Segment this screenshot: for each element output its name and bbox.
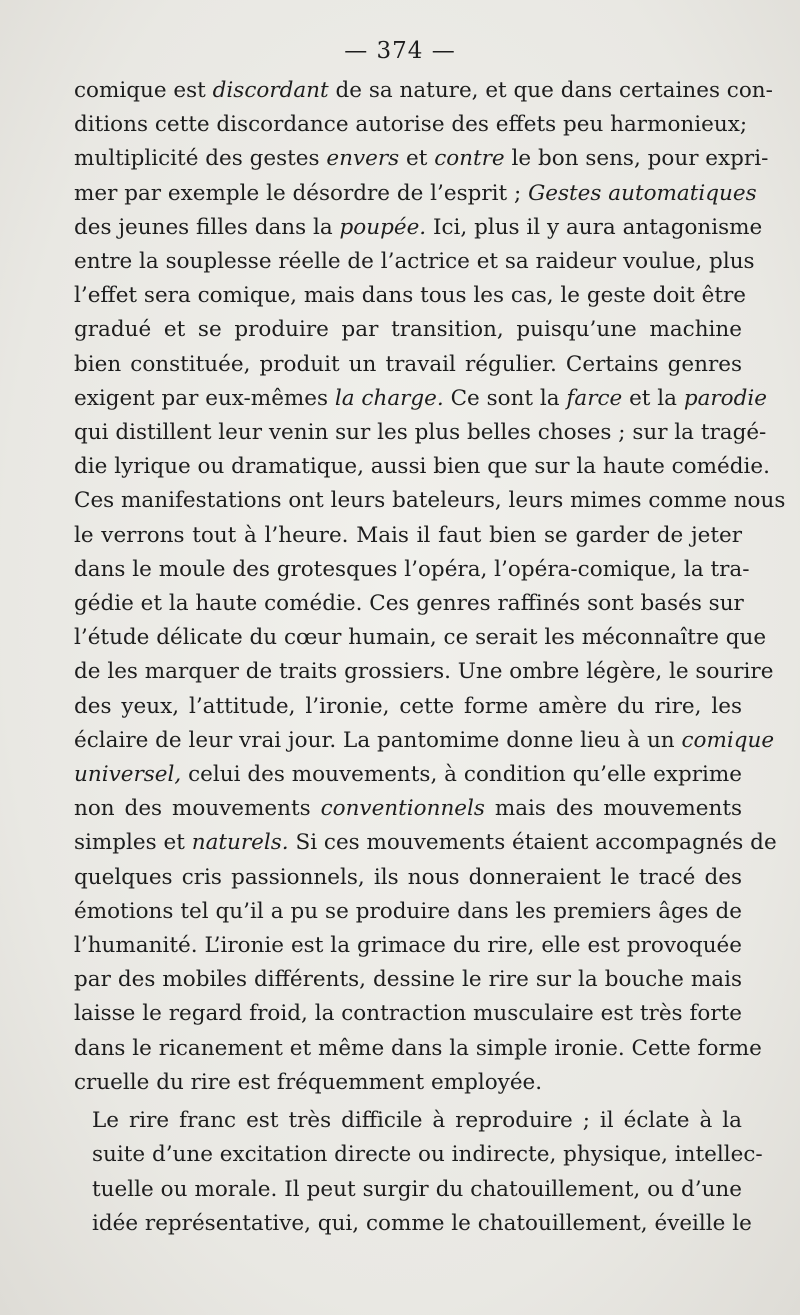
italic-text: naturels. [191,830,289,856]
text-segment: par des mobiles différents, dessine le rire sur la bouche mais [74,967,742,993]
text-line [74,484,786,518]
text-line [74,826,777,860]
text-segment: gédie et la haute comédie. Ces genres raffinés sont basés sur [74,591,744,617]
text-segment: Si ces mouvements étaient accompagnés de [288,830,777,856]
italic-text: la charge. [334,385,444,411]
text-line [74,1032,762,1066]
text-segment: die lyrique ou dramatique, aussi bien que sur la haute comédie. [74,454,770,480]
text-line [74,1138,763,1172]
text-segment: dans le ricanement et même dans la simple ironie. Cette forme [74,1035,762,1061]
text-segment: suite d’une excitation directe ou indirecte, physique, intellec- [92,1142,763,1168]
paragraph [74,1104,763,1241]
text-segment: l’humanité. L’ironie est la grimace du rire, elle est provoquée [74,933,742,959]
text-segment: émotions tel qu’il a pu se produire dans les premiers âges de [74,898,742,924]
text-line [74,997,742,1031]
text-line [74,108,748,142]
text-line [74,348,742,382]
italic-text: universel, [74,762,182,788]
text-segment: exigent par eux-mêmes [74,385,335,411]
text-segment: tuelle ou morale. Il peut surgir du chatouillement, ou d’une [92,1176,742,1202]
text-line [74,382,767,416]
paragraph [74,74,786,1100]
text-segment: gradué et se produire par transition, puisqu’une machine [74,317,742,343]
text-line [74,142,769,176]
text-segment: celui des mouvements, à condition qu’elle exprime [181,762,742,788]
italic-text: poupée. [339,214,427,240]
text-segment: bien constituée, produit un travail régulier. Certains genres [74,351,742,377]
text-segment: mais des mouvements [484,796,742,822]
text-line [74,519,742,553]
text-segment: l’effet sera comique, mais dans tous les cas, le geste doit être [74,283,746,309]
text-segment: idée représentative, qui, comme le chatouillement, éveille le [92,1210,752,1236]
italic-text: parodie [683,385,767,411]
text-line [74,1066,742,1100]
text-segment: Ici, plus il y aura antagonisme [426,214,763,240]
text-segment: multiplicité des gestes [74,146,327,172]
text-line [74,245,755,279]
text-line [74,861,742,895]
body-text [74,74,786,1241]
text-line [74,1173,742,1207]
text-segment: entre la souplesse réelle de l’actrice et sa raideur voulue, plus [74,249,755,275]
text-segment: des jeunes filles dans la [74,214,340,240]
page-number: — 374 — [344,38,456,64]
text-segment: des yeux, l’attitude, l’ironie, cette forme amère du rire, les [74,693,742,719]
text-segment: de sa nature, et que dans certaines con- [328,78,773,103]
text-line [74,690,742,724]
text-segment: quelques cris passionnels, ils nous donneraient le tracé des [74,864,742,890]
text-line [74,74,773,108]
text-line [74,963,742,997]
text-segment: ditions cette discordance autorise des effets peu harmonieux; [74,112,748,138]
italic-text: envers [326,146,400,172]
text-line [74,553,750,587]
text-segment: de les marquer de traits grossiers. Une ombre légère, le sourire [74,659,774,685]
text-line [74,724,775,758]
text-segment: et [399,146,435,172]
text-line [74,621,767,655]
text-line [74,416,767,450]
text-line [74,313,742,347]
text-line [74,895,742,929]
text-line [74,655,774,689]
text-segment: Le rire franc est très difficile à reproduire ; il éclate à la [92,1108,742,1134]
text-segment: Ce sont la [443,385,567,411]
text-segment: qui distillent leur venin sur les plus belles choses ; sur la tragé- [74,420,767,446]
italic-text: Gestes automatiques [528,180,757,206]
text-line [74,792,742,826]
text-segment: et la [622,385,684,411]
text-segment: Ces manifestations ont leurs bateleurs, leurs mimes comme nous [74,488,786,514]
text-line [74,279,746,313]
text-line [74,1104,742,1138]
text-segment: le bon sens, pour expri- [504,146,769,172]
text-segment: comique est [74,78,213,103]
text-segment: le verrons tout à l’heure. Mais il faut bien se garder de jeter [74,522,742,548]
text-segment: simples et [74,830,192,856]
italic-text: discordant [212,78,329,103]
text-segment: non des mouvements [74,796,321,822]
text-line [74,1207,752,1241]
text-line [74,450,770,484]
text-line [74,177,757,211]
text-segment: l’étude délicate du cœur humain, ce serait les méconnaître que [74,625,767,651]
italic-text: conventionnels [320,796,485,822]
text-segment: dans le moule des grotesques l’opéra, l’opéra-comique, la tra- [74,556,750,582]
text-segment: mer par exemple le désordre de l’esprit ; [74,180,529,206]
text-segment: cruelle du rire est fréquemment employée. [74,1069,543,1095]
text-line [74,211,763,245]
italic-text: farce [566,385,623,411]
italic-text: comique [681,727,775,753]
text-segment: éclaire de leur vrai jour. La pantomime donne lieu à un [74,727,682,753]
text-line [74,758,742,792]
text-segment: laisse le regard froid, la contraction musculaire est très forte [74,1001,742,1027]
text-line [74,929,742,963]
italic-text: contre [434,146,505,172]
text-line [74,587,742,621]
